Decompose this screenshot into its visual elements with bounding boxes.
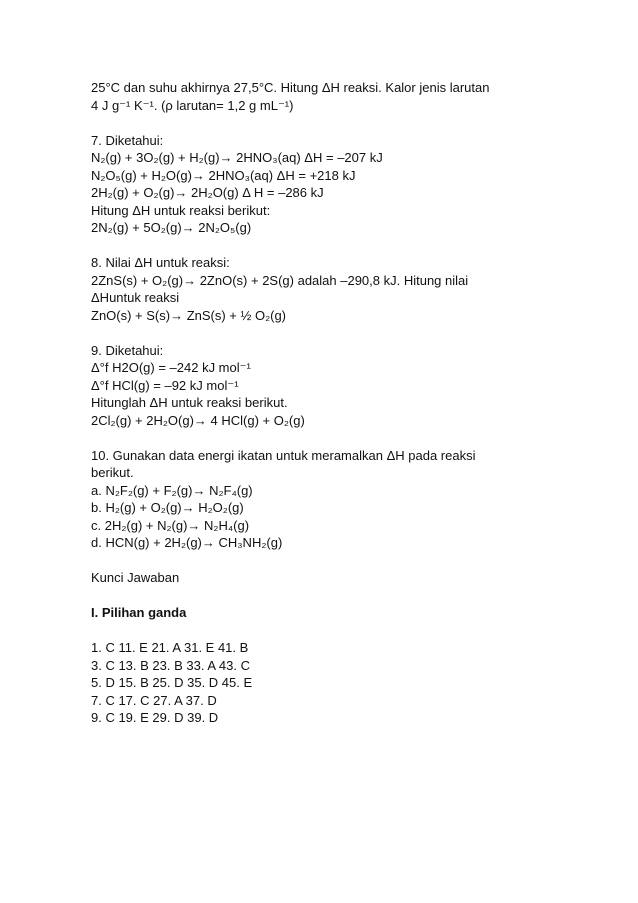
- answer-row: 3. C 13. B 23. B 33. A 43. C: [91, 657, 250, 673]
- intro-line-2: 4 J g⁻¹ K⁻¹. (ρ larutan= 1,2 g mL⁻¹): [91, 97, 294, 113]
- q7-heading: 7. Diketahui:: [91, 132, 164, 148]
- q10-line-2: berikut.: [91, 465, 134, 480]
- answer-row: 9. C 19. E 29. D 39. D: [91, 710, 219, 725]
- q7-question: Hitung ΔH untuk reaksi berikut:: [91, 202, 271, 218]
- q9-heading: 9. Diketahui:: [91, 342, 164, 358]
- answer-row: 7. C 17. C 27. A 37. D: [91, 692, 217, 708]
- q9-question: Hitunglah ΔH untuk reaksi berikut.: [91, 395, 288, 410]
- q10-line-1: 10. Gunakan data energi ikatan untuk meramalkan ΔH pada reaksi: [91, 447, 476, 463]
- q9-data-2: Δ°f HCl(g) = –92 kJ mol⁻¹: [91, 377, 239, 393]
- q10-option-c: c. 2H₂(g) + N₂(g)→ N₂H₄(g): [91, 517, 250, 533]
- q9-data-1: Δ°f H2O(g) = –242 kJ mol⁻¹: [91, 360, 251, 375]
- q8-line-1: 2ZnS(s) + O₂(g)→ 2ZnO(s) + 2S(g) adalah –290,8 kJ. Hitung nilai: [91, 272, 469, 288]
- q7-equation-3: 2H₂(g) + O₂(g)→ 2H₂O(g) Δ H = –286 kJ: [91, 185, 324, 200]
- q8-heading: 8. Nilai ΔH untuk reaksi:: [91, 255, 230, 270]
- answer-row: 5. D 15. B 25. D 35. D 45. E: [91, 675, 253, 690]
- answer-key-section-title: I. Pilihan ganda: [91, 605, 187, 620]
- q8-target-reaction: ZnO(s) + S(s)→ ZnS(s) + ½ O₂(g): [91, 307, 287, 323]
- q7-equation-2: N₂O₅(g) + H₂O(g)→ 2HNO₃(aq) ΔH = +218 kJ: [91, 167, 356, 183]
- intro-line-1: 25°C dan suhu akhirnya 27,5°C. Hitung ΔH reaksi. Kalor jenis larutan: [91, 80, 490, 95]
- answer-key-title: Kunci Jawaban: [91, 570, 180, 585]
- q8-line-2: ΔHuntuk reaksi: [91, 290, 180, 305]
- q9-target-reaction: 2Cl₂(g) + 2H₂O(g)→ 4 HCl(g) + O₂(g): [91, 412, 305, 428]
- document-body: [91, 79, 571, 727]
- answer-row: 1. C 11. E 21. A 31. E 41. B: [91, 640, 249, 655]
- q7-equation-1: N₂(g) + 3O₂(g) + H₂(g)→ 2HNO₃(aq) ΔH = –207 kJ: [91, 150, 383, 165]
- q7-target-reaction: 2N₂(g) + 5O₂(g)→ 2N₂O₅(g): [91, 220, 252, 235]
- q10-option-d: d. HCN(g) + 2H₂(g)→ CH₃NH₂(g): [91, 535, 283, 550]
- q10-option-b: b. H₂(g) + O₂(g)→ H₂O₂(g): [91, 500, 244, 515]
- q10-option-a: a. N₂F₂(g) + F₂(g)→ N₂F₄(g): [91, 482, 253, 498]
